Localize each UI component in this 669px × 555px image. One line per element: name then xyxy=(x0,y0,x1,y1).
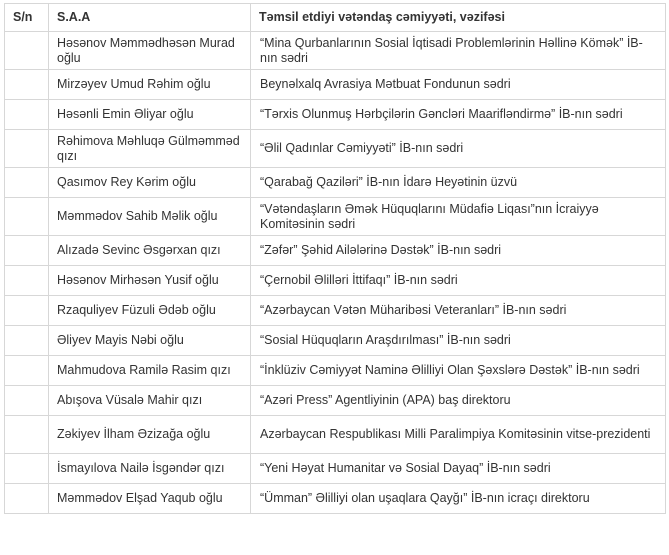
row-number xyxy=(5,70,49,100)
row-organization: “Ümman” Əlilliyi olan uşaqlara Qayğı” İB-nın icraçı direktoru xyxy=(251,484,666,514)
row-number xyxy=(5,32,49,70)
row-name: İsmayılova Nailə İsgəndər qızı xyxy=(49,454,251,484)
row-name: Mahmudova Ramilə Rasim qızı xyxy=(49,356,251,386)
table-row xyxy=(5,356,666,386)
row-organization: “Sosial Hüquqların Araşdırılması” İB-nın sədri xyxy=(251,326,666,356)
row-name: Zəkiyev İlham Əzizağa oğlu xyxy=(49,416,251,454)
row-name: Həsənli Emin Əliyar oğlu xyxy=(49,100,251,130)
table-row xyxy=(5,416,666,454)
row-organization: “Mina Qurbanlarının Sosial İqtisadi Problemlərinin Həllinə Kömək” İB-nın sədri xyxy=(251,32,666,70)
row-number xyxy=(5,416,49,454)
row-name: Həsənov Məmmədhəsən Murad oğlu xyxy=(49,32,251,70)
row-organization: “Azəri Press” Agentliyinin (APA) baş direktoru xyxy=(251,386,666,416)
row-name: Mirzəyev Umud Rəhim oğlu xyxy=(49,70,251,100)
table-row xyxy=(5,326,666,356)
table-row xyxy=(5,454,666,484)
row-name: Həsənov Mirhəsən Yusif oğlu xyxy=(49,266,251,296)
table-row xyxy=(5,168,666,198)
row-organization: “Vətəndaşların Əmək Hüquqlarını Müdafiə Liqası”nın İcraiyyə Komitəsinin sədri xyxy=(251,198,666,236)
row-name: Rəhimova Məhluqə Gülməmməd qızı xyxy=(49,130,251,168)
row-organization: “Tərxis Olunmuş Hərbçilərin Gəncləri Maarifləndirmə” İB-nın sədri xyxy=(251,100,666,130)
row-number xyxy=(5,356,49,386)
table-row xyxy=(5,198,666,236)
table-header-row xyxy=(5,4,666,32)
row-name: Məmmədov Elşad Yaqub oğlu xyxy=(49,484,251,514)
header-organization: Təmsil etdiyi vətəndaş cəmiyyəti, vəzifəsi xyxy=(251,4,666,32)
row-organization: “Əlil Qadınlar Cəmiyyəti” İB-nın sədri xyxy=(251,130,666,168)
table-row xyxy=(5,296,666,326)
row-organization: “Çernobil Əlilləri İttifaqı” İB-nın sədri xyxy=(251,266,666,296)
members-table xyxy=(4,3,666,514)
row-number xyxy=(5,386,49,416)
row-name: Məmmədov Sahib Məlik oğlu xyxy=(49,198,251,236)
row-number xyxy=(5,130,49,168)
table-row xyxy=(5,484,666,514)
row-name: Əliyev Mayis Nəbi oğlu xyxy=(49,326,251,356)
row-name: Qasımov Rey Kərim oğlu xyxy=(49,168,251,198)
header-number: S/n xyxy=(5,4,49,32)
row-organization: “Azərbaycan Vətən Müharibəsi Veteranları” İB-nın sədri xyxy=(251,296,666,326)
row-number xyxy=(5,454,49,484)
table-row xyxy=(5,386,666,416)
row-name: Alızadə Sevinc Əsgərxan qızı xyxy=(49,236,251,266)
row-name: Rzaquliyev Füzuli Ədəb oğlu xyxy=(49,296,251,326)
row-organization: Azərbaycan Respublikası Milli Paralimpiya Komitəsinin vitse-prezidenti xyxy=(251,416,666,454)
row-number xyxy=(5,266,49,296)
row-organization: “Yeni Həyat Humanitar və Sosial Dayaq” İB-nın sədri xyxy=(251,454,666,484)
row-number xyxy=(5,484,49,514)
table-row xyxy=(5,266,666,296)
row-organization: “Qarabağ Qaziləri” İB-nın İdarə Heyətinin üzvü xyxy=(251,168,666,198)
table-row xyxy=(5,236,666,266)
table-row xyxy=(5,100,666,130)
row-name: Abışova Vüsalə Mahir qızı xyxy=(49,386,251,416)
row-organization: Beynəlxalq Avrasiya Mətbuat Fondunun sədri xyxy=(251,70,666,100)
row-organization: “Zəfər” Şəhid Ailələrinə Dəstək” İB-nın sədri xyxy=(251,236,666,266)
row-number xyxy=(5,236,49,266)
header-name: S.A.A xyxy=(49,4,251,32)
row-number xyxy=(5,326,49,356)
row-number xyxy=(5,168,49,198)
row-number xyxy=(5,198,49,236)
row-number xyxy=(5,296,49,326)
table-row xyxy=(5,130,666,168)
table-row xyxy=(5,32,666,70)
row-number xyxy=(5,100,49,130)
row-organization: “İnklüziv Cəmiyyət Naminə Əlilliyi Olan Şəxslərə Dəstək” İB-nın sədri xyxy=(251,356,666,386)
table-row xyxy=(5,70,666,100)
